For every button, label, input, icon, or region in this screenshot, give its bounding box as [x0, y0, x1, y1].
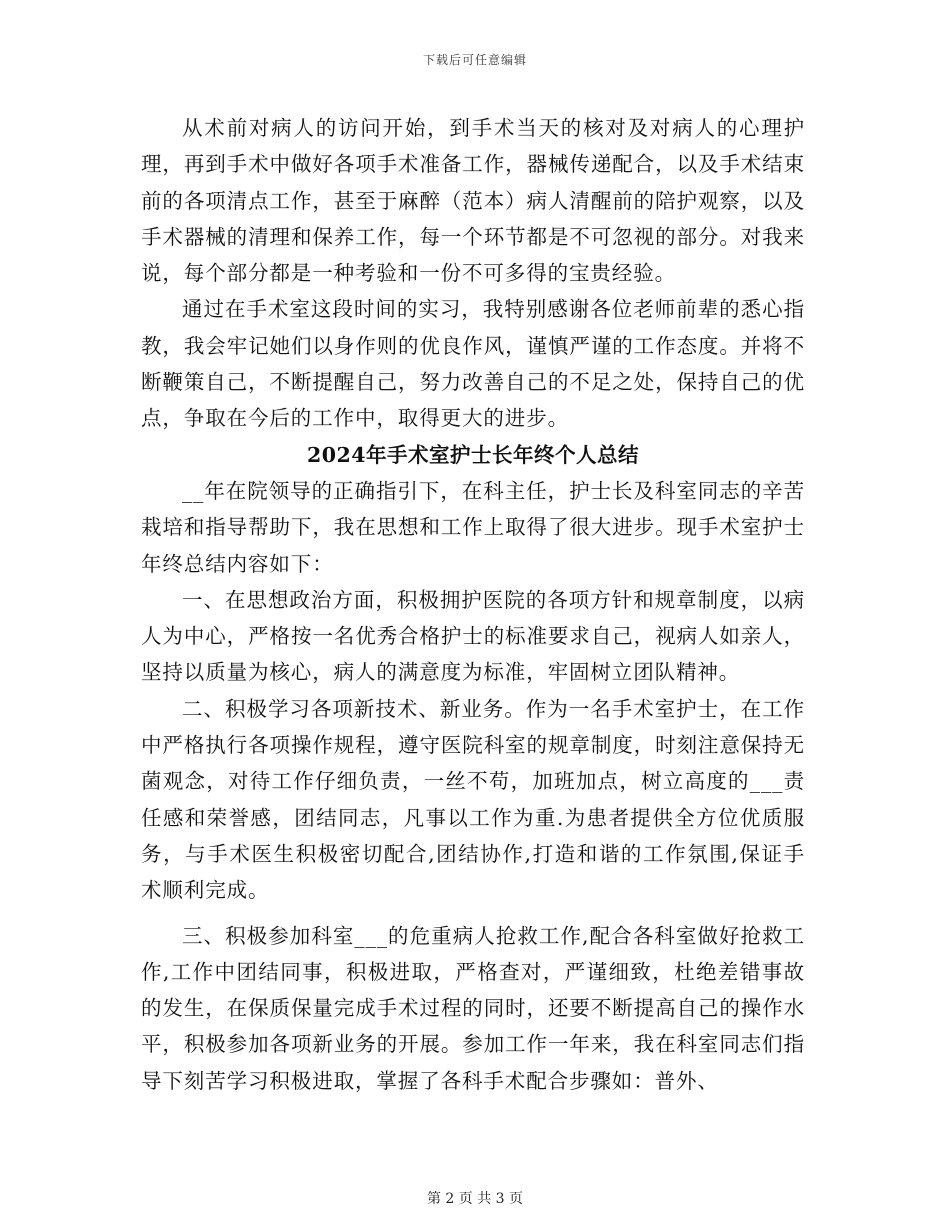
paragraph-text: 通过在手术室这段时间的实习，我特别感谢各位老师前辈的悉心指教，我会牢记她们以身作则的优良作风，谨慎严谨的工作态度。并将不断鞭策自己，不断提醒自己，努力改善自己的不足之处，保持自己的优点，争取在今后的工作中，取得更大的进步。: [141, 297, 805, 431]
page-header: 下载后可任意编辑: [422, 53, 527, 67]
paragraph-text: 从术前对病人的访问开始，到手术当天的核对及对病人的心理护理，再到手术中做好各项手术准备工作，器械传递配合，以及手术结束前的各项清点工作，甚至于麻醉（范本）病人清醒前的陪护观察，以及手术器械的清理和保养工作，每一个环节都是不可忽视的部分。对我来说，每个部分都是一种考验和一份不可多得的宝贵经验。: [141, 116, 805, 286]
paragraph-text: 三、积极参加科室___的危重病人抢救工作,配合各科室做好抢救工作,工作中团结同事，积极进取，严格查对，严谨细致，杜绝差错事故的发生，在保质保量完成手术过程的同时，还要不断提高自己的操作水平，积极参加各项新业务的开展。参加工作一年来，我在科室同志们指导下刻苦学习积极进取，掌握了各科手术配合步骤如：普外、: [141, 923, 805, 1093]
document-title: 2024年手术室护士长年终个人总结: [306, 442, 640, 467]
paragraph-text: __年在院领导的正确指引下，在科主任，护士长及科室同志的辛苦栽培和指导帮助下，我在思想和工作上取得了很大进步。现手术室护士年终总结内容如下：: [141, 478, 805, 576]
document-body: [141, 110, 805, 1099]
paragraph-text: 二、积极学习各项新技术、新业务。作为一名手术室护士，在工作中严格执行各项操作规程，遵守医院科室的规章制度，时刻注意保持无菌观念，对待工作仔细负责，一丝不苟，加班加点，树立高度的___责任感和荣誉感，团结同志，凡事以工作为重.为患者提供全方位优质服务，与手术医生积极密切配合,团结协作,打造和谐的工作氛围,保证手术顺利完成。: [141, 696, 805, 903]
paragraph-text: 一、在思想政治方面，积极拥护医院的各项方针和规章制度，以病人为中心，严格按一名优秀合格护士的标准要求自己，视病人如亲人，坚持以质量为核心，病人的满意度为标准，牢固树立团队精神。: [141, 587, 805, 685]
page-footer: 第 2 页 共 3 页: [426, 1191, 524, 1207]
